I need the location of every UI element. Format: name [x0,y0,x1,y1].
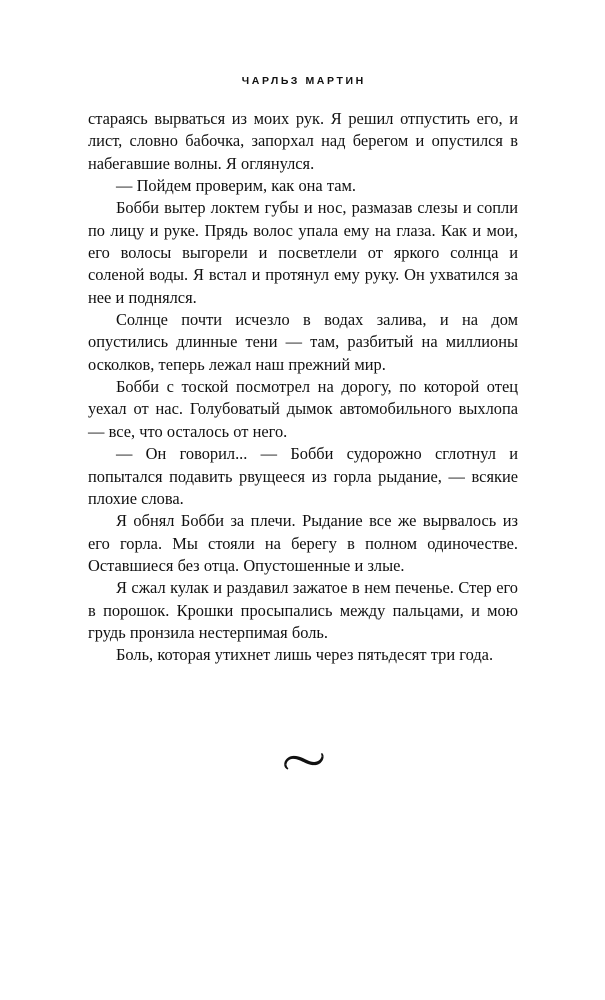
paragraph: Боль, которая утихнет лишь через пятьдесят три года. [116,645,494,665]
paragraph: стараясь вырваться из моих рук. Я решил отпустить его, и лист, словно бабочка, запорхал над берегом и опустился в набегавшие волны. Я оглянулся. [88,109,518,173]
section-ornament [0,744,605,778]
paragraph: Бобби с тоской посмотрел на дорогу, по которой отец уехал от нас. Голубоватый дымок автомобильного выхлопа — все, что осталось от него. [88,377,518,441]
paragraph: Я обнял Бобби за плечи. Рыдание все же вырвалось из его горла. Мы стояли на берегу в полном одиночестве. Оставшиеся без отца. Опустошенные и злые. [88,511,518,575]
paragraph: — Он говорил... — Бобби судорожно сглотнул и попытался подавить рвущееся из горла рыдание, — всякие плохие слова. [88,444,518,508]
paragraph: — Пойдем проверим, как она там. [116,176,356,196]
paragraph: Солнце почти исчезло в водах залива, и на дом опустились длинные тени — там, разбитый на миллионы осколков, теперь лежал наш прежний мир. [88,310,518,374]
paragraph: Я сжал кулак и раздавил зажатое в нем печенье. Стер его в порошок. Крошки просыпались между пальцами, и мою грудь пронзила нестерпимая боль. [88,578,518,642]
wave-swash-icon [281,750,325,772]
paragraph: Бобби вытер локтем губы и нос, размазав слезы и сопли по лицу и руке. Прядь волос упала ему на глаза. Как и мои, его волосы выгорели и посветлели от яркого солнца и соленой воды. Я встал и протянул ему руку. Он ухватился за нее и поднялся. [88,198,518,307]
body-text-block [88,108,518,667]
running-head-author: ЧАРЛЬЗ МАРТИН [241,75,366,87]
